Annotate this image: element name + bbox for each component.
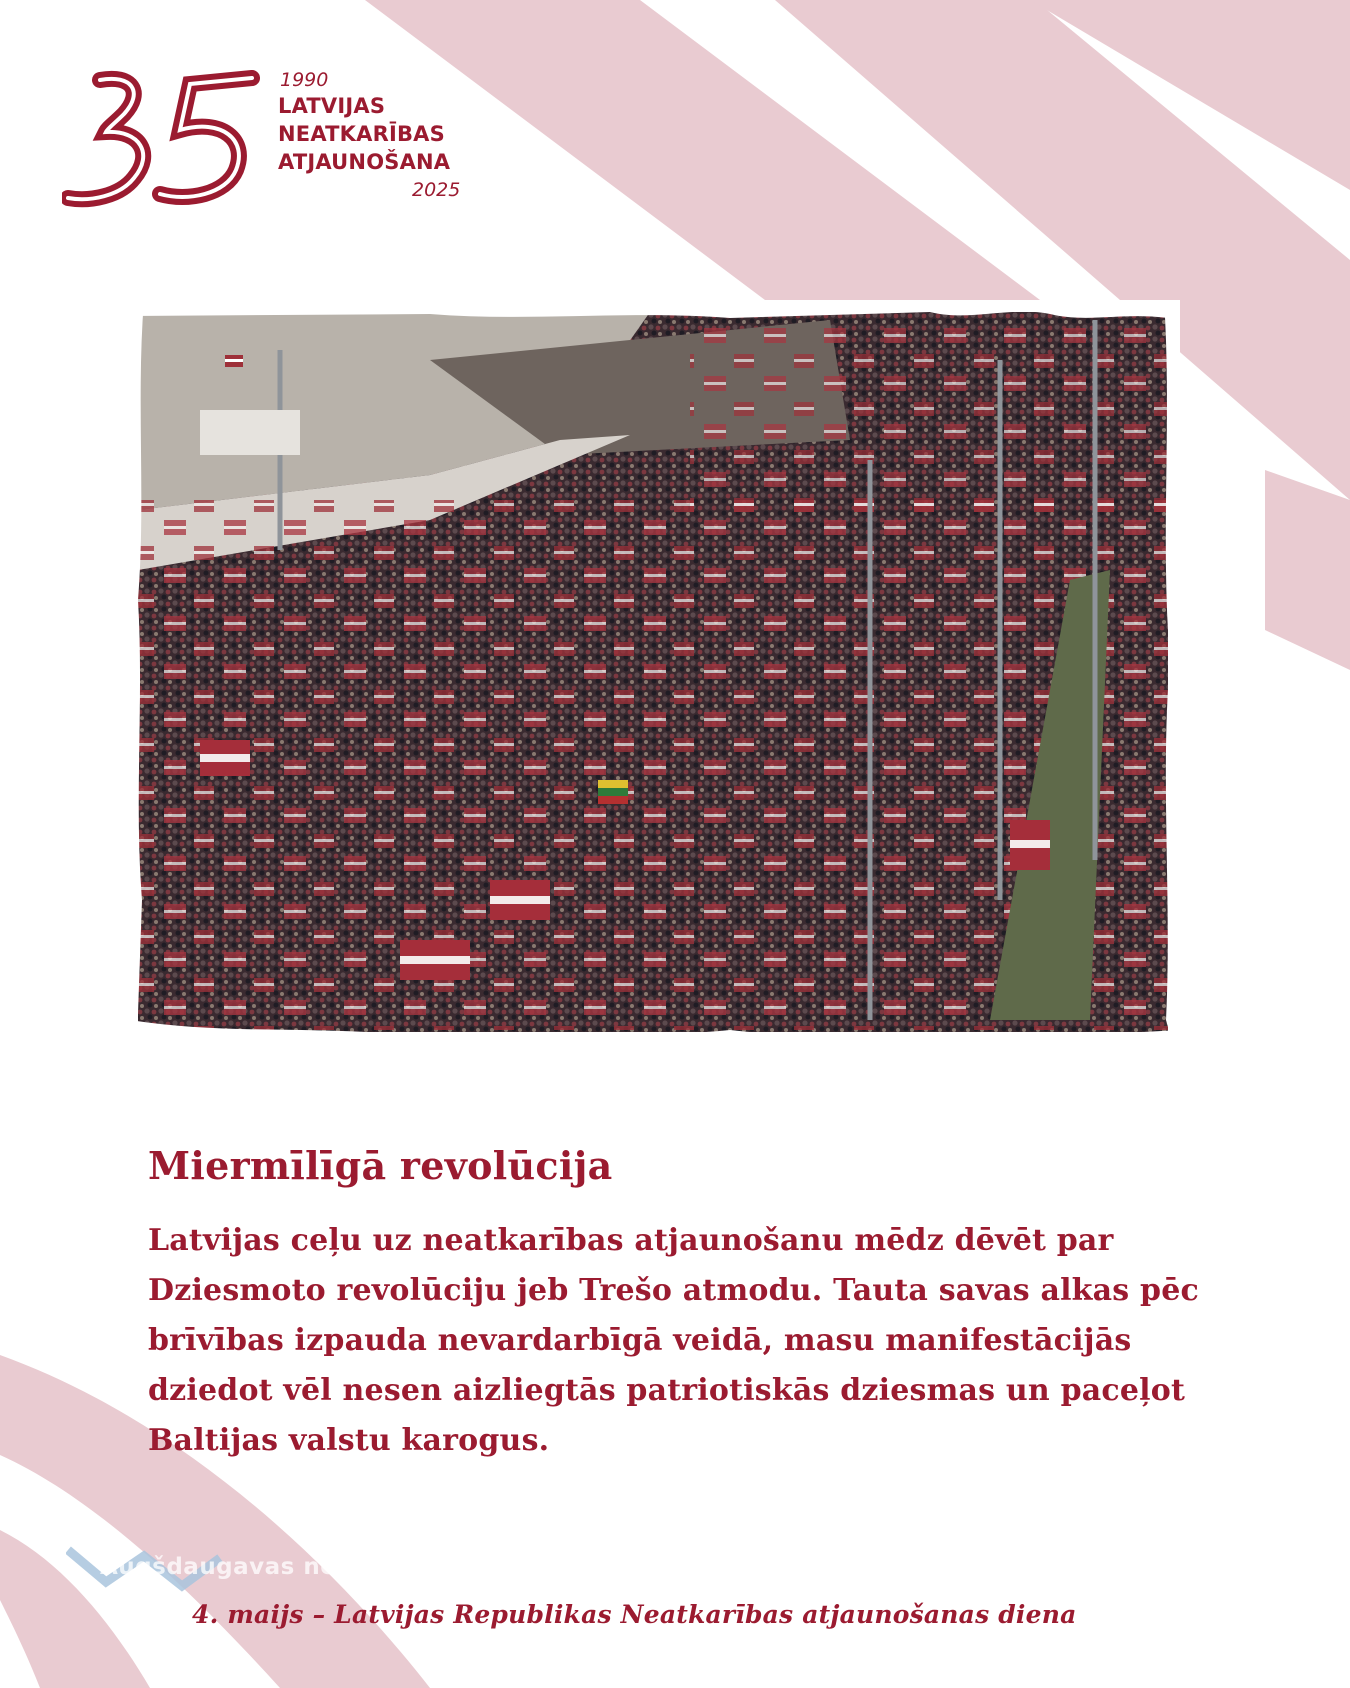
paragraph-line: brīvības izpauda nevardarbīgā veidā, masu manifestācijās <box>148 1323 1132 1358</box>
anniversary-logo <box>62 64 482 224</box>
brand-watermark <box>66 1546 406 1606</box>
logo-year-start: 1990 <box>280 69 329 91</box>
logo-line-1: LATVIJAS <box>278 94 386 118</box>
35-ribbon-logo-icon <box>62 70 262 220</box>
article-title: Miermīlīgā revolūcija <box>148 1143 613 1188</box>
logo-line-3: ATJAUNOŠANA <box>278 150 451 174</box>
logo-year-end: 2025 <box>412 179 461 201</box>
paragraph-line: Latvijas ceļu uz neatkarības atjaunošanu mēdz dēvēt par <box>148 1223 1114 1258</box>
paragraph-line: dziedot vēl nesen aizliegtās patriotiskās dziesmas un paceļot <box>148 1373 1186 1408</box>
paragraph-line: Baltijas valstu karogus. <box>148 1423 550 1458</box>
article-paragraph <box>148 1216 1228 1466</box>
article <box>148 1143 1228 1466</box>
paragraph-line: Dziesmoto revolūciju jeb Trešo atmodu. Tauta savas alkas pēc <box>148 1273 1199 1308</box>
crowd-photo <box>130 300 1250 1090</box>
logo-line-2: NEATKARĪBAS <box>278 122 445 146</box>
brand-name: Augšdaugavas novads <box>100 1554 400 1580</box>
footer-caption: 4. maijs – Latvijas Republikas Neatkarības atjaunošanas diena <box>192 1600 1077 1629</box>
crowd-with-latvian-flags-icon <box>130 300 1250 1090</box>
